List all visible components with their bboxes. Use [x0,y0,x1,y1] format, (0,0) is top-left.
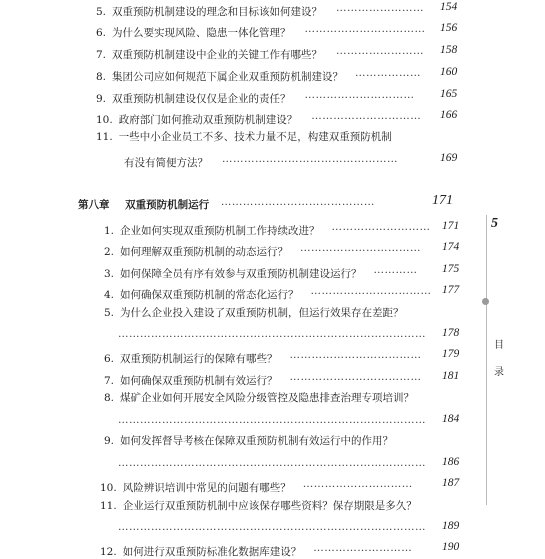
leader-dots: ……………………………… [289,371,422,383]
page-number: 189 [442,520,460,532]
toc-entry[interactable] [104,348,422,366]
leader-dots: ………………………………………… [222,153,398,165]
leader-dots-line [118,456,426,474]
entry-number: 6. [104,353,115,365]
page-number: 175 [442,263,460,275]
leader-dots: …………………………… [300,242,422,254]
leader-dots: ……………………… [313,542,413,554]
toc-entry[interactable] [96,109,421,127]
entry-title: 一些中小企业员工不多、技术力量不足，构建双重预防机制 [118,131,392,143]
entry-number: 9. [104,435,115,447]
entry-title: 政府部门如何推动双重预防机制建设？ [118,114,298,126]
entry-title: 双重预防机制建设仅仅是企业的责任？ [112,93,291,105]
page-number: 171 [442,220,460,232]
page-number: 156 [440,22,458,34]
leader-dots: ………………………… [311,110,422,122]
page-number: 174 [442,241,460,253]
entry-number: 10. [100,482,117,494]
entry-number: 4. [104,289,115,301]
page-number: 187 [442,477,460,489]
entry-number: 10. [96,114,113,126]
page-number: 160 [440,66,458,78]
entry-title: 如何理解双重预防机制的动态运行？ [120,246,289,258]
entry-number: 6. [96,27,107,39]
entry-number: 11. [96,131,113,143]
page-number: 158 [440,44,458,56]
page-number: 179 [442,348,460,360]
leader-dots: ……………………………… [289,349,422,361]
leader-dots: ………………………………………………………………………… [118,414,426,426]
entry-number: 9. [96,93,107,105]
toc-entry[interactable] [104,434,393,448]
toc-entry[interactable] [104,241,421,259]
leader-dots: …………………………………… [220,196,375,208]
toc-entry-continuation[interactable] [124,152,398,170]
page-number: 186 [442,456,460,468]
leader-dots: ………………………………………………………………………… [118,457,426,469]
entry-number: 12. [100,546,117,558]
leader-dots-line [118,327,426,345]
toc-entry[interactable] [104,306,404,320]
entry-title: 集团公司应如何规范下属企业双重预防机制建设？ [112,71,344,83]
toc-entry[interactable] [96,130,392,144]
entry-number: 5. [104,307,115,319]
chapter-label: 第八章 [78,199,110,211]
entry-number: 2. [104,246,115,258]
toc-entry[interactable] [100,499,417,513]
entry-title: 企业如何实现双重预防机制工作持续改进？ [120,225,320,237]
page-number: 166 [440,109,458,121]
entry-title: 如何确保双重预防机制有效运行？ [120,375,278,387]
entry-title-continued: 有没有简便方法？ [124,157,208,169]
entry-title: 双重预防机制建设的理念和目标该如何建设？ [112,6,323,18]
leader-dots: …………………………… [304,23,426,35]
leader-dots: …………………………… [310,285,432,297]
margin-rule [486,215,487,505]
folio-page-number: 5 [491,216,498,231]
entry-number: 11. [100,500,117,512]
leader-dots: ………………………………………………………………………… [118,328,426,340]
entry-title: 企业运行双重预防机制中应该保存哪些资料？保存期限是多久？ [122,500,417,512]
margin-dot [482,298,489,305]
entry-number: 7. [104,375,115,387]
entry-title: 如何进行双重预防标准化数据库建设？ [122,546,302,558]
page-number: 190 [442,541,460,553]
entry-title: 煤矿企业如何开展安全风险分级管控及隐患排查治理专项培训？ [120,392,415,404]
page-number: 165 [440,88,458,100]
entry-number: 1. [104,225,115,237]
section-label-mu: 目 [494,340,504,351]
leader-dots: ……………… [355,67,422,79]
page-number: 184 [442,413,460,425]
leader-dots: ………………………………………………………………………… [118,521,426,533]
toc-entry[interactable] [104,263,418,281]
toc-entry[interactable] [96,88,415,106]
entry-title: 为什么要实现风险、隐患一体化管理？ [112,27,291,39]
chapter-heading[interactable] [78,196,375,212]
toc-entry[interactable] [96,66,421,84]
entry-title: 为什么企业投入建设了双重预防机制，但运行效果存在差距？ [120,307,404,319]
entry-title: 双重预防机制建设中企业的关键工作有哪些？ [112,49,323,61]
page-number: 177 [442,284,460,296]
toc-entry[interactable] [104,284,432,302]
toc-entry[interactable] [96,44,424,62]
entry-number: 5. [96,6,107,18]
leader-dots: …………………… [336,45,425,57]
leader-dots: ……………………… [331,221,431,233]
entry-number: 8. [96,71,107,83]
chapter-page-number: 171 [432,193,453,208]
page-number: 154 [440,1,458,13]
page-number: 169 [440,152,458,164]
toc-entry[interactable] [104,370,422,388]
chapter-title: 双重预防机制运行 [125,199,210,211]
leader-dots: ………… [373,264,418,276]
page-number: 181 [442,370,460,382]
leader-dots-line [118,520,426,538]
entry-number: 3. [104,268,115,280]
toc-entry[interactable] [100,477,413,495]
toc-entry[interactable] [96,1,424,19]
entry-title: 如何发挥督导考核在保障双重预防机制有效运行中的作用？ [120,435,394,447]
entry-title: 风险辨识培训中常见的问题有哪些？ [122,482,291,494]
entry-title: 如何保障全员有序有效参与双重预防机制建设运行？ [120,268,362,280]
entry-number: 8. [104,392,115,404]
entry-title: 如何确保双重预防机制的常态化运行？ [120,289,299,301]
leader-dots: …………………… [336,2,425,14]
page-number: 178 [442,327,460,339]
leader-dots: ………………………… [304,89,415,101]
leader-dots-line [118,413,426,431]
toc-entry[interactable] [100,541,412,559]
toc-entry[interactable] [96,22,426,40]
toc-entry[interactable] [104,391,414,405]
section-label-lu: 录 [494,367,504,378]
entry-title: 双重预防机制运行的保障有哪些？ [120,353,278,365]
toc-entry[interactable] [104,220,431,238]
entry-number: 7. [96,49,107,61]
leader-dots: ………………………… [302,478,413,490]
